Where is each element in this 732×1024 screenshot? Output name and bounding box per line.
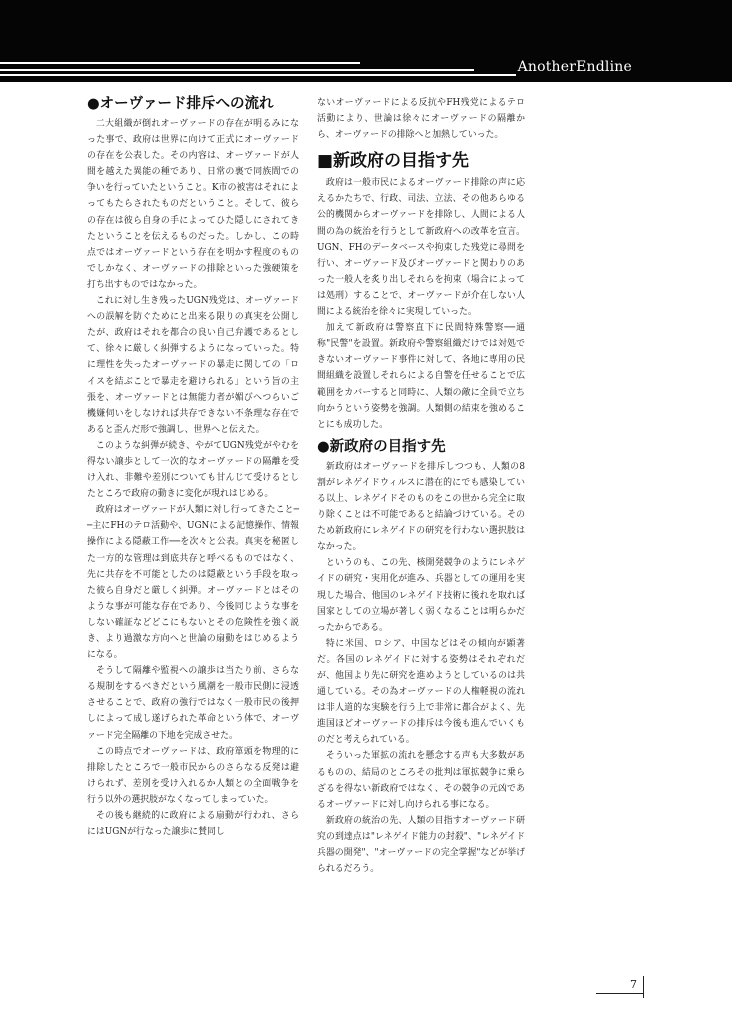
paragraph: 二大組織が倒れオーヴァードの存在が明るみになった事で、政府は世界に向けて正式にオーヴァードの存在を公表した。その内容は、オーヴァードが人間を越えた異能の種であり、日常の裏で同族間での争いを行っていたということ。K市の被害はそれによってもたらされたものだということ。そして、彼らの存在は彼ら自身の手によってひた隠しにされてきたということを伝えるものだった。しかし、この時点ではオーヴァードという存在を明かす程度のものでしかなく、オーヴァードの排除といった強硬策を打ち出すものではなかった。 <box>87 119 299 290</box>
header-band <box>0 0 732 82</box>
section-heading-new-government: ■新政府の目指す先 <box>317 151 470 172</box>
paragraph: 政府はオーヴァードが人類に対し行ってきたこと──主にFHのテロ活動や、UGNによる記憶操作、情報操作による隠蔽工作──を次々と公表。真実を秘匿した一方的な管理は到底共存と呼べるものではなく、先に共存を不可能としたのは隠蔽という手段を取った彼ら自身だと厳しく糾弾。オーヴァードとはそのような事が可能な存在であり、今後同じような事をしない確証などどこにもないとその危険性を強く説き、より過激な方向へと世論の扇動をはじめるようになる。 <box>87 505 299 661</box>
paragraph: 新政府はオーヴァードを排斥しつつも、人類の8割がレネゲイドウィルスに潜在的にでも感染している以上、レネゲイドそのものをこの世から完全に取り除くことは不可能であると結論づけている。そのため新政府にレネゲイドの研究を行わない選択肢はなかった。 <box>317 461 525 553</box>
paragraph: この時点でオーヴァードは、政府箪頭を物理的に排除したところで一般市民からのさらなる反発は避けられず、差別を受け入れるか人類との全面戦争を行う以外の選択肢がなくなってしまっていた。 <box>87 746 299 805</box>
page-number: 7 <box>630 978 637 991</box>
footer-rule <box>596 993 644 994</box>
paragraph: そういった軍拡の流れを懸念する声も大多数があるものの、結局のところその批判は軍拡競争に乗らざるを得ない新政府ではなく、その競争の元凶であるオーヴァードに対し向けられる事になる。 <box>317 751 525 810</box>
paragraph: このような糾弾が続き、やがてUGN残党がやむを得ない譲歩として一次的なオーヴァードの隔離を受け入れ、非難や差別についても甘んじて受けるとしたところで政府の動きに変化が現れはじめる。 <box>87 440 299 500</box>
paragraph: 政府は一般市民によるオーヴァード排除の声に応えるかたちで、行政、司法、立法、その他あらゆる公的機関からオーヴァードを排除し、人間による人間の為の統治を行うとして新政府への改革を宣言。UGN、FHのデータベースや拘束した残党に尋問を行い、オーヴァード及びオーヴァードと関わりのあった一般人を炙り出しそれらを拘束（場合によっては処刑）することで、オーヴァードが介在しない人間による統治を徐々に実現していった。 <box>317 178 525 318</box>
paragraph: そうして隔離や監視への譲歩は当たり前、さらなる規制をするべきだという風潮を一般市民側に浸透させることで、政府の強行ではなく一般市民の後押しによって成し遂げられた革命という体で、オーヴァード完全隔離の下地を完成させた。 <box>87 666 299 741</box>
section-heading-exclusion: ●オーヴァード排斥への流れ <box>87 96 274 112</box>
paragraph: というのも、この先、核開発競争のようにレネゲイドの研究・実用化が進み、兵器としての運用を実現した場合、他国のレネゲイド技術に後れを取れば国家としての立場が著しく弱くなることは明らかだったからである。 <box>317 558 525 633</box>
header-stripe <box>0 69 474 71</box>
header-stripe <box>0 62 360 64</box>
header-stripe <box>0 74 516 76</box>
paragraph: 特に米国、ロシア、中国などはその傾向が顕著だ。各国のレネゲイドに対する姿勢はそれぞれだが、他国より先に研究を進めようとしているのは共通している。その為オーヴァードの人権軽視の流れは非人道的な実験を行う上で非常に都合がよく、先進国ほどオーヴァードの排斥は今後も進んでいくものだと考えられている。 <box>317 638 525 746</box>
paragraph-continuation: ないオーヴァードによる反抗やFH残党によるテロ活動により、世論は徐々にオーヴァードの隔離から、オーヴァードの排除へと加熱していった。 <box>317 98 525 141</box>
paragraph: これに対し生き残ったUGN残党は、オーヴァードへの誤解を防ぐためにと出来る限りの真実を公開したが、政府はそれを都合の良い自己弁護であるとして、徐々に厳しく糾弾するようになっていった。特に理性を失ったオーヴァードの暴走に関しての「ロイスを結ぶことで暴走を避けられる」という旨の主張を、オーヴァードとは無能力者が媚びへつらいご機嫌伺いをしなければ共存できない不条理な存在であると歪んだ形で強調し、世界へと伝えた。 <box>87 296 299 435</box>
right-column <box>317 95 525 877</box>
subsection-heading-new-government: ●新政府の目指す先 <box>317 438 446 455</box>
paragraph: 新政府の統治の先、人類の目指すオーヴァード研究の到達点は"レネゲイド能力の封殺"、"レネゲイド兵器の開発"、"オーヴァードの完全掌握"などが挙げられるだろう。 <box>317 815 525 875</box>
footer-tick <box>643 976 644 998</box>
book-title: AnotherEndline <box>517 59 632 75</box>
left-column <box>87 95 299 840</box>
paragraph: 加えて新政府は警察直下に民間特殊警察──通称"民警"を設置。新政府や警察組織だけでは対処できないオーヴァード事件に対して、各地に専用の民間組織を設置しそれらによる自警を任せることで広範囲をカバーすると同時に、人類の敵に全員で立ち向かうという姿勢を強調。人類側の結束を強めることにも成功した。 <box>317 323 525 430</box>
paragraph: その後も継続的に政府による扇動が行われ、さらにはUGNが行なった譲歩に賛同し <box>87 811 299 838</box>
